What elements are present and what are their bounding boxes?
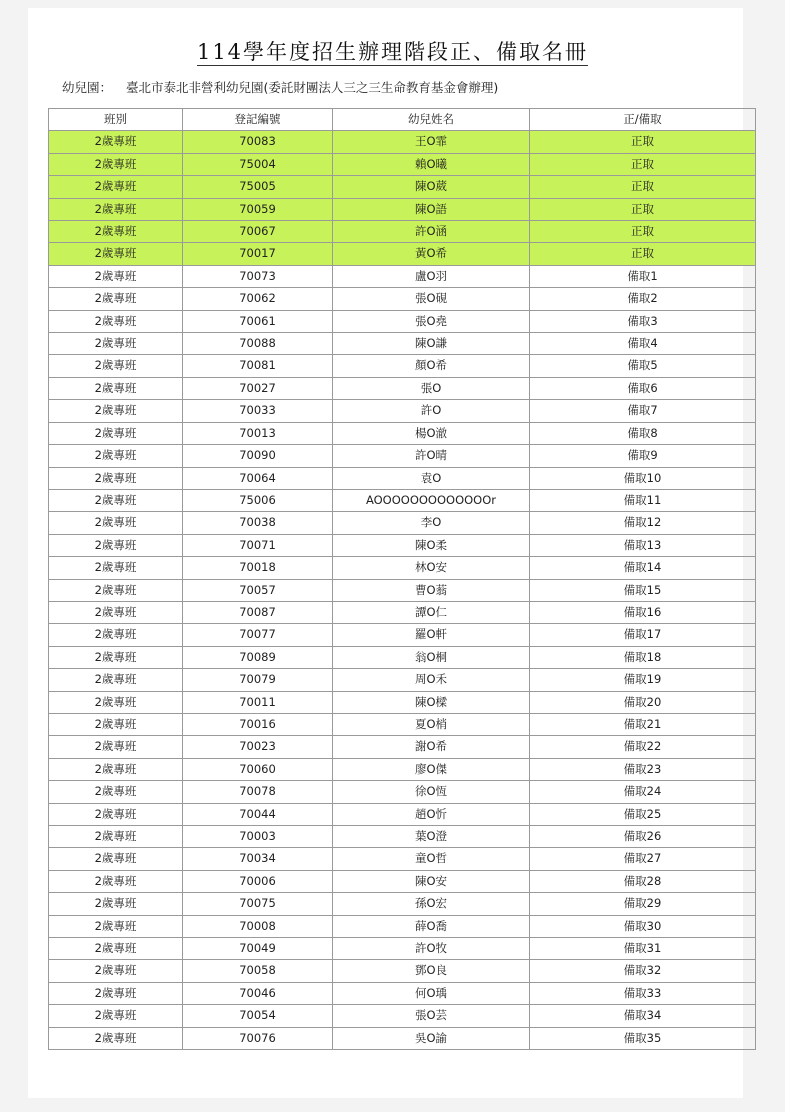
cell-registration-id: 70081: [183, 355, 333, 377]
table-row: [49, 893, 756, 915]
cell-class: 2歲專班: [49, 1005, 183, 1027]
cell-status: 備取8: [530, 422, 756, 444]
cell-class: 2歲專班: [49, 736, 183, 758]
cell-status: 備取34: [530, 1005, 756, 1027]
header-class: 班別: [49, 109, 183, 131]
cell-registration-id: 70058: [183, 960, 333, 982]
cell-status: 備取16: [530, 601, 756, 623]
cell-status: 備取17: [530, 624, 756, 646]
cell-class: 2歲專班: [49, 624, 183, 646]
cell-class: 2歲專班: [49, 131, 183, 153]
cell-registration-id: 70088: [183, 333, 333, 355]
page-title: 114學年度招生辦理階段正、備取名冊: [196, 40, 589, 64]
table-row: [49, 870, 756, 892]
cell-registration-id: 70017: [183, 243, 333, 265]
table-row: [49, 512, 756, 534]
cell-registration-id: 70034: [183, 848, 333, 870]
cell-class: 2歲專班: [49, 489, 183, 511]
cell-registration-id: 75006: [183, 489, 333, 511]
cell-class: 2歲專班: [49, 265, 183, 287]
cell-child-name: 譚O仁: [333, 601, 530, 623]
cell-class: 2歲專班: [49, 691, 183, 713]
cell-status: 備取21: [530, 713, 756, 735]
cell-class: 2歲專班: [49, 288, 183, 310]
cell-child-name: 楊O澈: [333, 422, 530, 444]
table-row: [49, 960, 756, 982]
cell-registration-id: 70089: [183, 646, 333, 668]
cell-child-name: 吳O諭: [333, 1027, 530, 1049]
cell-class: 2歲專班: [49, 870, 183, 892]
cell-class: 2歲專班: [49, 467, 183, 489]
cell-class: 2歲專班: [49, 646, 183, 668]
cell-registration-id: 70090: [183, 445, 333, 467]
cell-class: 2歲專班: [49, 243, 183, 265]
cell-status: 備取31: [530, 938, 756, 960]
cell-child-name: 徐O恆: [333, 781, 530, 803]
cell-child-name: 何O瑀: [333, 982, 530, 1004]
cell-child-name: 王O霏: [333, 131, 530, 153]
cell-status: 備取29: [530, 893, 756, 915]
cell-child-name: 曹O蓊: [333, 579, 530, 601]
cell-registration-id: 70079: [183, 669, 333, 691]
cell-status: 備取28: [530, 870, 756, 892]
cell-registration-id: 70038: [183, 512, 333, 534]
cell-class: 2歲專班: [49, 310, 183, 332]
table-row: [49, 310, 756, 332]
cell-child-name: 陳O柔: [333, 534, 530, 556]
table-row: [49, 803, 756, 825]
table-row: [49, 713, 756, 735]
cell-registration-id: 70008: [183, 915, 333, 937]
cell-status: 備取2: [530, 288, 756, 310]
cell-child-name: 張O硯: [333, 288, 530, 310]
cell-status: 備取22: [530, 736, 756, 758]
cell-child-name: 林O安: [333, 557, 530, 579]
table-row: [49, 1005, 756, 1027]
admission-roster-table: [48, 108, 756, 1050]
cell-child-name: 陳O葳: [333, 176, 530, 198]
cell-registration-id: 70018: [183, 557, 333, 579]
cell-registration-id: 70054: [183, 1005, 333, 1027]
cell-registration-id: 70083: [183, 131, 333, 153]
cell-registration-id: 70027: [183, 377, 333, 399]
cell-class: 2歲專班: [49, 355, 183, 377]
cell-registration-id: 70044: [183, 803, 333, 825]
cell-registration-id: 75005: [183, 176, 333, 198]
cell-class: 2歲專班: [49, 960, 183, 982]
table-row: [49, 445, 756, 467]
cell-class: 2歲專班: [49, 915, 183, 937]
cell-child-name: 翁O桐: [333, 646, 530, 668]
cell-child-name: 葉O澄: [333, 826, 530, 848]
cell-status: 備取12: [530, 512, 756, 534]
cell-child-name: AOOOOOOOOOOOOOr: [333, 489, 530, 511]
table-row: [49, 646, 756, 668]
cell-registration-id: 70064: [183, 467, 333, 489]
table-row: [49, 938, 756, 960]
table-row: [49, 400, 756, 422]
table-row: [49, 781, 756, 803]
header-registration-id: 登記編號: [183, 109, 333, 131]
cell-child-name: 陳O謙: [333, 333, 530, 355]
table-row: [49, 153, 756, 175]
cell-status: 備取24: [530, 781, 756, 803]
cell-class: 2歲專班: [49, 893, 183, 915]
cell-child-name: 陳O安: [333, 870, 530, 892]
cell-class: 2歲專班: [49, 221, 183, 243]
cell-class: 2歲專班: [49, 669, 183, 691]
cell-registration-id: 70073: [183, 265, 333, 287]
table-row: [49, 176, 756, 198]
cell-registration-id: 70059: [183, 198, 333, 220]
cell-registration-id: 70046: [183, 982, 333, 1004]
cell-registration-id: 70061: [183, 310, 333, 332]
table-row: [49, 355, 756, 377]
table-row: [49, 377, 756, 399]
table-row: [49, 601, 756, 623]
cell-child-name: 鄧O良: [333, 960, 530, 982]
cell-class: 2歲專班: [49, 579, 183, 601]
cell-child-name: 童O哲: [333, 848, 530, 870]
table-row: [49, 915, 756, 937]
cell-status: 備取32: [530, 960, 756, 982]
cell-registration-id: 70060: [183, 758, 333, 780]
cell-child-name: 薛O喬: [333, 915, 530, 937]
cell-class: 2歲專班: [49, 557, 183, 579]
cell-class: 2歲專班: [49, 826, 183, 848]
cell-class: 2歲專班: [49, 713, 183, 735]
cell-registration-id: 70006: [183, 870, 333, 892]
cell-registration-id: 70078: [183, 781, 333, 803]
cell-status: 備取14: [530, 557, 756, 579]
cell-status: 備取15: [530, 579, 756, 601]
cell-child-name: 許O牧: [333, 938, 530, 960]
cell-class: 2歲專班: [49, 534, 183, 556]
cell-child-name: 許O晴: [333, 445, 530, 467]
cell-registration-id: 75004: [183, 153, 333, 175]
cell-status: 備取6: [530, 377, 756, 399]
cell-status: 正取: [530, 153, 756, 175]
table-row: [49, 826, 756, 848]
table-row: [49, 198, 756, 220]
cell-registration-id: 70013: [183, 422, 333, 444]
cell-status: 備取20: [530, 691, 756, 713]
cell-child-name: 賴O曦: [333, 153, 530, 175]
cell-status: 備取4: [530, 333, 756, 355]
cell-registration-id: 70087: [183, 601, 333, 623]
cell-class: 2歲專班: [49, 848, 183, 870]
cell-registration-id: 70071: [183, 534, 333, 556]
cell-class: 2歲專班: [49, 198, 183, 220]
table-row: [49, 243, 756, 265]
cell-status: 正取: [530, 176, 756, 198]
kindergarten-label: 幼兒園：: [62, 80, 113, 95]
cell-status: 正取: [530, 198, 756, 220]
cell-registration-id: 70003: [183, 826, 333, 848]
cell-registration-id: 70077: [183, 624, 333, 646]
table-row: [49, 736, 756, 758]
cell-status: 備取10: [530, 467, 756, 489]
cell-child-name: 孫O宏: [333, 893, 530, 915]
table-row: [49, 333, 756, 355]
cell-class: 2歲專班: [49, 377, 183, 399]
cell-status: 備取19: [530, 669, 756, 691]
cell-class: 2歲專班: [49, 1027, 183, 1049]
table-row: [49, 534, 756, 556]
cell-class: 2歲專班: [49, 153, 183, 175]
cell-class: 2歲專班: [49, 333, 183, 355]
cell-status: 備取7: [530, 400, 756, 422]
cell-status: 備取30: [530, 915, 756, 937]
cell-class: 2歲專班: [49, 982, 183, 1004]
cell-registration-id: 70011: [183, 691, 333, 713]
cell-status: 正取: [530, 131, 756, 153]
cell-child-name: 陳O語: [333, 198, 530, 220]
cell-registration-id: 70076: [183, 1027, 333, 1049]
cell-registration-id: 70057: [183, 579, 333, 601]
cell-status: 備取9: [530, 445, 756, 467]
cell-child-name: 羅O軒: [333, 624, 530, 646]
cell-status: 備取27: [530, 848, 756, 870]
cell-status: 備取35: [530, 1027, 756, 1049]
cell-status: 正取: [530, 243, 756, 265]
cell-registration-id: 70023: [183, 736, 333, 758]
table-row: [49, 131, 756, 153]
table-header-row: [49, 109, 756, 131]
cell-child-name: 張O堯: [333, 310, 530, 332]
table-row: [49, 848, 756, 870]
cell-child-name: 李O: [333, 512, 530, 534]
cell-class: 2歲專班: [49, 803, 183, 825]
cell-registration-id: 70016: [183, 713, 333, 735]
cell-status: 備取33: [530, 982, 756, 1004]
table-row: [49, 624, 756, 646]
cell-child-name: 謝O希: [333, 736, 530, 758]
cell-child-name: 顏O希: [333, 355, 530, 377]
table-row: [49, 982, 756, 1004]
cell-status: 備取18: [530, 646, 756, 668]
table-row: [49, 265, 756, 287]
cell-child-name: 陳O樑: [333, 691, 530, 713]
kindergarten-info: [62, 78, 498, 96]
table-row: [49, 1027, 756, 1049]
cell-registration-id: 70067: [183, 221, 333, 243]
cell-status: 備取5: [530, 355, 756, 377]
cell-status: 備取11: [530, 489, 756, 511]
table-row: [49, 579, 756, 601]
table-row: [49, 669, 756, 691]
cell-class: 2歲專班: [49, 176, 183, 198]
cell-class: 2歲專班: [49, 938, 183, 960]
cell-child-name: 許O: [333, 400, 530, 422]
cell-class: 2歲專班: [49, 781, 183, 803]
table-row: [49, 758, 756, 780]
cell-child-name: 黃O希: [333, 243, 530, 265]
header-status: 正/備取: [530, 109, 756, 131]
cell-registration-id: 70033: [183, 400, 333, 422]
cell-child-name: 周O禾: [333, 669, 530, 691]
cell-child-name: 廖O傑: [333, 758, 530, 780]
cell-registration-id: 70049: [183, 938, 333, 960]
cell-child-name: 張O: [333, 377, 530, 399]
cell-child-name: 袁O: [333, 467, 530, 489]
cell-child-name: 許O涵: [333, 221, 530, 243]
cell-status: 備取26: [530, 826, 756, 848]
cell-class: 2歲專班: [49, 758, 183, 780]
cell-child-name: 趙O忻: [333, 803, 530, 825]
table-row: [49, 489, 756, 511]
table-row: [49, 221, 756, 243]
table-row: [49, 467, 756, 489]
cell-status: 備取23: [530, 758, 756, 780]
header-child-name: 幼兒姓名: [333, 109, 530, 131]
cell-child-name: 張O芸: [333, 1005, 530, 1027]
table-row: [49, 557, 756, 579]
cell-registration-id: 70075: [183, 893, 333, 915]
cell-status: 備取13: [530, 534, 756, 556]
cell-status: 備取25: [530, 803, 756, 825]
cell-child-name: 夏O梢: [333, 713, 530, 735]
cell-class: 2歲專班: [49, 422, 183, 444]
cell-status: 備取1: [530, 265, 756, 287]
table-row: [49, 691, 756, 713]
cell-class: 2歲專班: [49, 445, 183, 467]
cell-class: 2歲專班: [49, 601, 183, 623]
table-row: [49, 288, 756, 310]
cell-class: 2歲專班: [49, 512, 183, 534]
cell-status: 備取3: [530, 310, 756, 332]
table-row: [49, 422, 756, 444]
cell-class: 2歲專班: [49, 400, 183, 422]
cell-registration-id: 70062: [183, 288, 333, 310]
cell-child-name: 盧O羽: [333, 265, 530, 287]
cell-status: 正取: [530, 221, 756, 243]
kindergarten-name: 臺北市泰北非營利幼兒園(委託財團法人三之三生命教育基金會辦理): [126, 80, 499, 95]
